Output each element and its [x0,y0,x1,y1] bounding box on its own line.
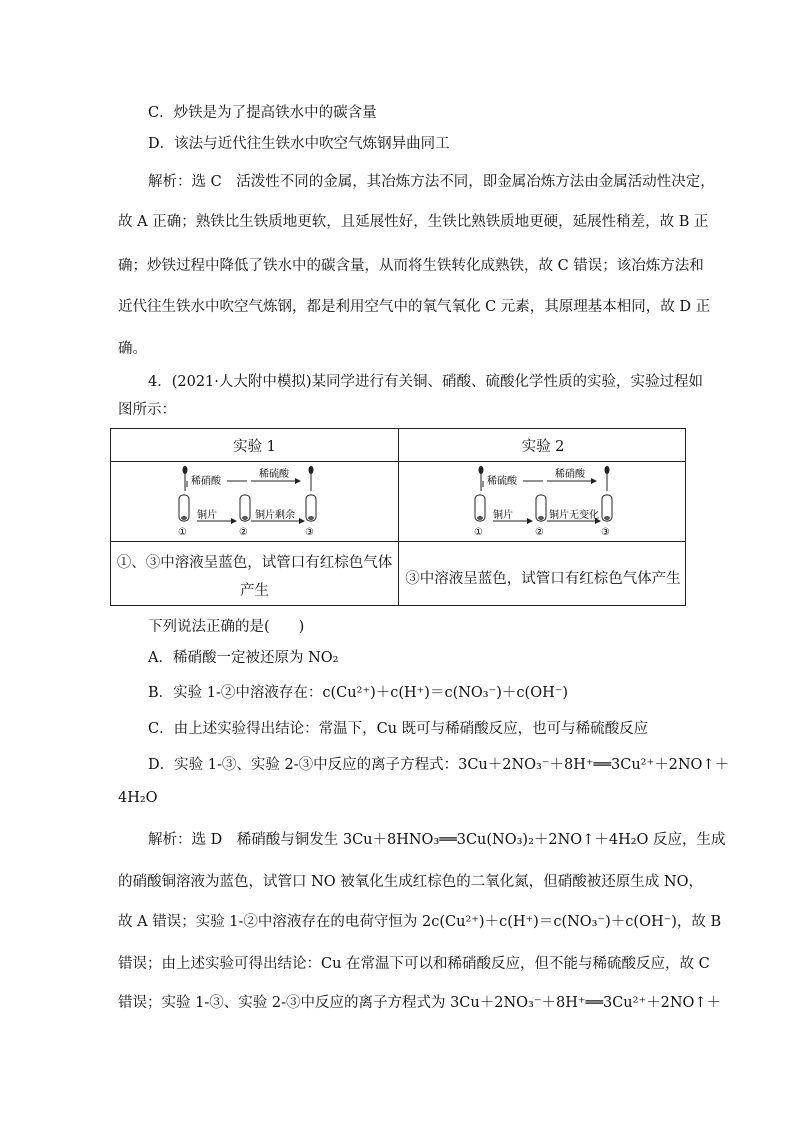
question-number: 4．(2021·人大附中模拟) [148,374,312,390]
analysis1-line5: 确。 [118,341,147,357]
result-exp1-line2: 产生 [240,583,269,599]
exp1-acid-a: 稀硝酸 [191,476,221,487]
exp1-acid-b: 稀硫酸 [259,469,289,480]
exp2-note-a: 铜片 [493,510,513,521]
exp2-tube-3: ③ [601,527,610,538]
analysis2-line4: 错误；由上述实验可得出结论：Cu 在常温下可以和稀硝酸反应，但不能与稀硫酸反应，故 C [118,956,710,972]
choice-d-line1: D．实验 1-③、实验 2-③中反应的离子方程式：3Cu＋2NO₃⁻＋8H⁺══3Cu²⁺＋2NO↑＋ [148,757,730,773]
option-c-top: C．炒铁是为了提高铁水中的碳含量 [148,105,377,121]
analysis2-line2: 的硝酸铜溶液为蓝色，试管口 NO 被氧化生成红棕色的二氧化氮，但硝酸被还原生成 NO， [118,874,703,890]
analysis2-line5: 错误；实验 1-③、实验 2-③中反应的离子方程式为 3Cu＋2NO₃⁻＋8H⁺══3Cu²⁺＋2NO↑＋ [118,995,722,1011]
question-stem: 某同学进行有关铜、硝酸、硫酸化学性质的实验，实验过程如 [311,374,704,390]
choice-a: A．稀硝酸一定被还原为 NO₂ [148,650,339,666]
analysis1-line1: 解析：选 C 活泼性不同的金属，其冶炼方法不同，即金属冶炼方法由金属活动性决定， [148,174,715,190]
experiment2-diagram [467,465,647,539]
table-header-exp1: 实验 1 [233,439,276,455]
experiment-table [110,428,686,606]
analysis1-line2: 故 A 正确；熟铁比生铁质地更软，且延展性好，生铁比熟铁质地更硬，延展性稍差，故 B 正 [118,214,709,230]
choice-d-line2: 4H₂O [118,790,158,806]
choices-prompt: 下列说法正确的是( ) [148,619,305,635]
analysis1-line4: 近代往生铁水中吹空气炼钢，都是利用空气中的氧气氧化 C 元素，其原理基本相同，故 D 正 [118,299,711,315]
question4-line2: 图所示： [118,402,176,418]
exp2-tube-1: ① [474,527,483,538]
exp2-note-b: 铜片无变化 [549,510,599,521]
result-exp1-line1: ①、③中溶液呈蓝色，试管口有红棕色气体 [116,555,393,571]
exp2-acid-a: 稀硫酸 [487,476,517,487]
exp1-note-b: 铜片剩余 [255,510,295,521]
table-header-exp2: 实验 2 [521,439,565,455]
choice-c: C．由上述实验得出结论：常温下，Cu 既可与稀硝酸反应，也可与稀硫酸反应 [148,721,649,737]
question4-line1 [148,372,703,392]
experiment1-diagram [171,465,351,539]
choice-b: B．实验 1-②中溶液存在：c(Cu²⁺)＋c(H⁺)＝c(NO₃⁻)＋c(OH⁻) [148,685,569,701]
analysis2-line1: 解析：选 D 稀硝酸与铜发生 3Cu＋8HNO₃══3Cu(NO₃)₂＋2NO↑＋4H₂O 反应，生成 [148,832,726,848]
exp1-tube-3: ③ [305,527,314,538]
result-exp2: ③中溶液呈蓝色，试管口有红棕色气体产生 [405,571,681,587]
analysis2-line3: 故 A 错误；实验 1-②中溶液存在的电荷守恒为 2c(Cu²⁺)＋c(H⁺)＝c(NO₃⁻)＋c(OH⁻)，故 B [118,914,722,930]
exp2-tube-2: ② [535,527,544,538]
exp1-tube-1: ① [178,527,187,538]
exp2-acid-b: 稀硝酸 [555,469,585,480]
option-d-top: D．该法与近代往生铁水中吹空气炼钢异曲同工 [148,136,450,152]
exp1-note-a: 铜片 [197,510,217,521]
analysis1-line3: 确；炒铁过程中降低了铁水中的碳含量，从而将生铁转化成熟铁，故 C 错误；该冶炼方法和 [118,258,704,274]
exp1-tube-2: ② [239,527,248,538]
